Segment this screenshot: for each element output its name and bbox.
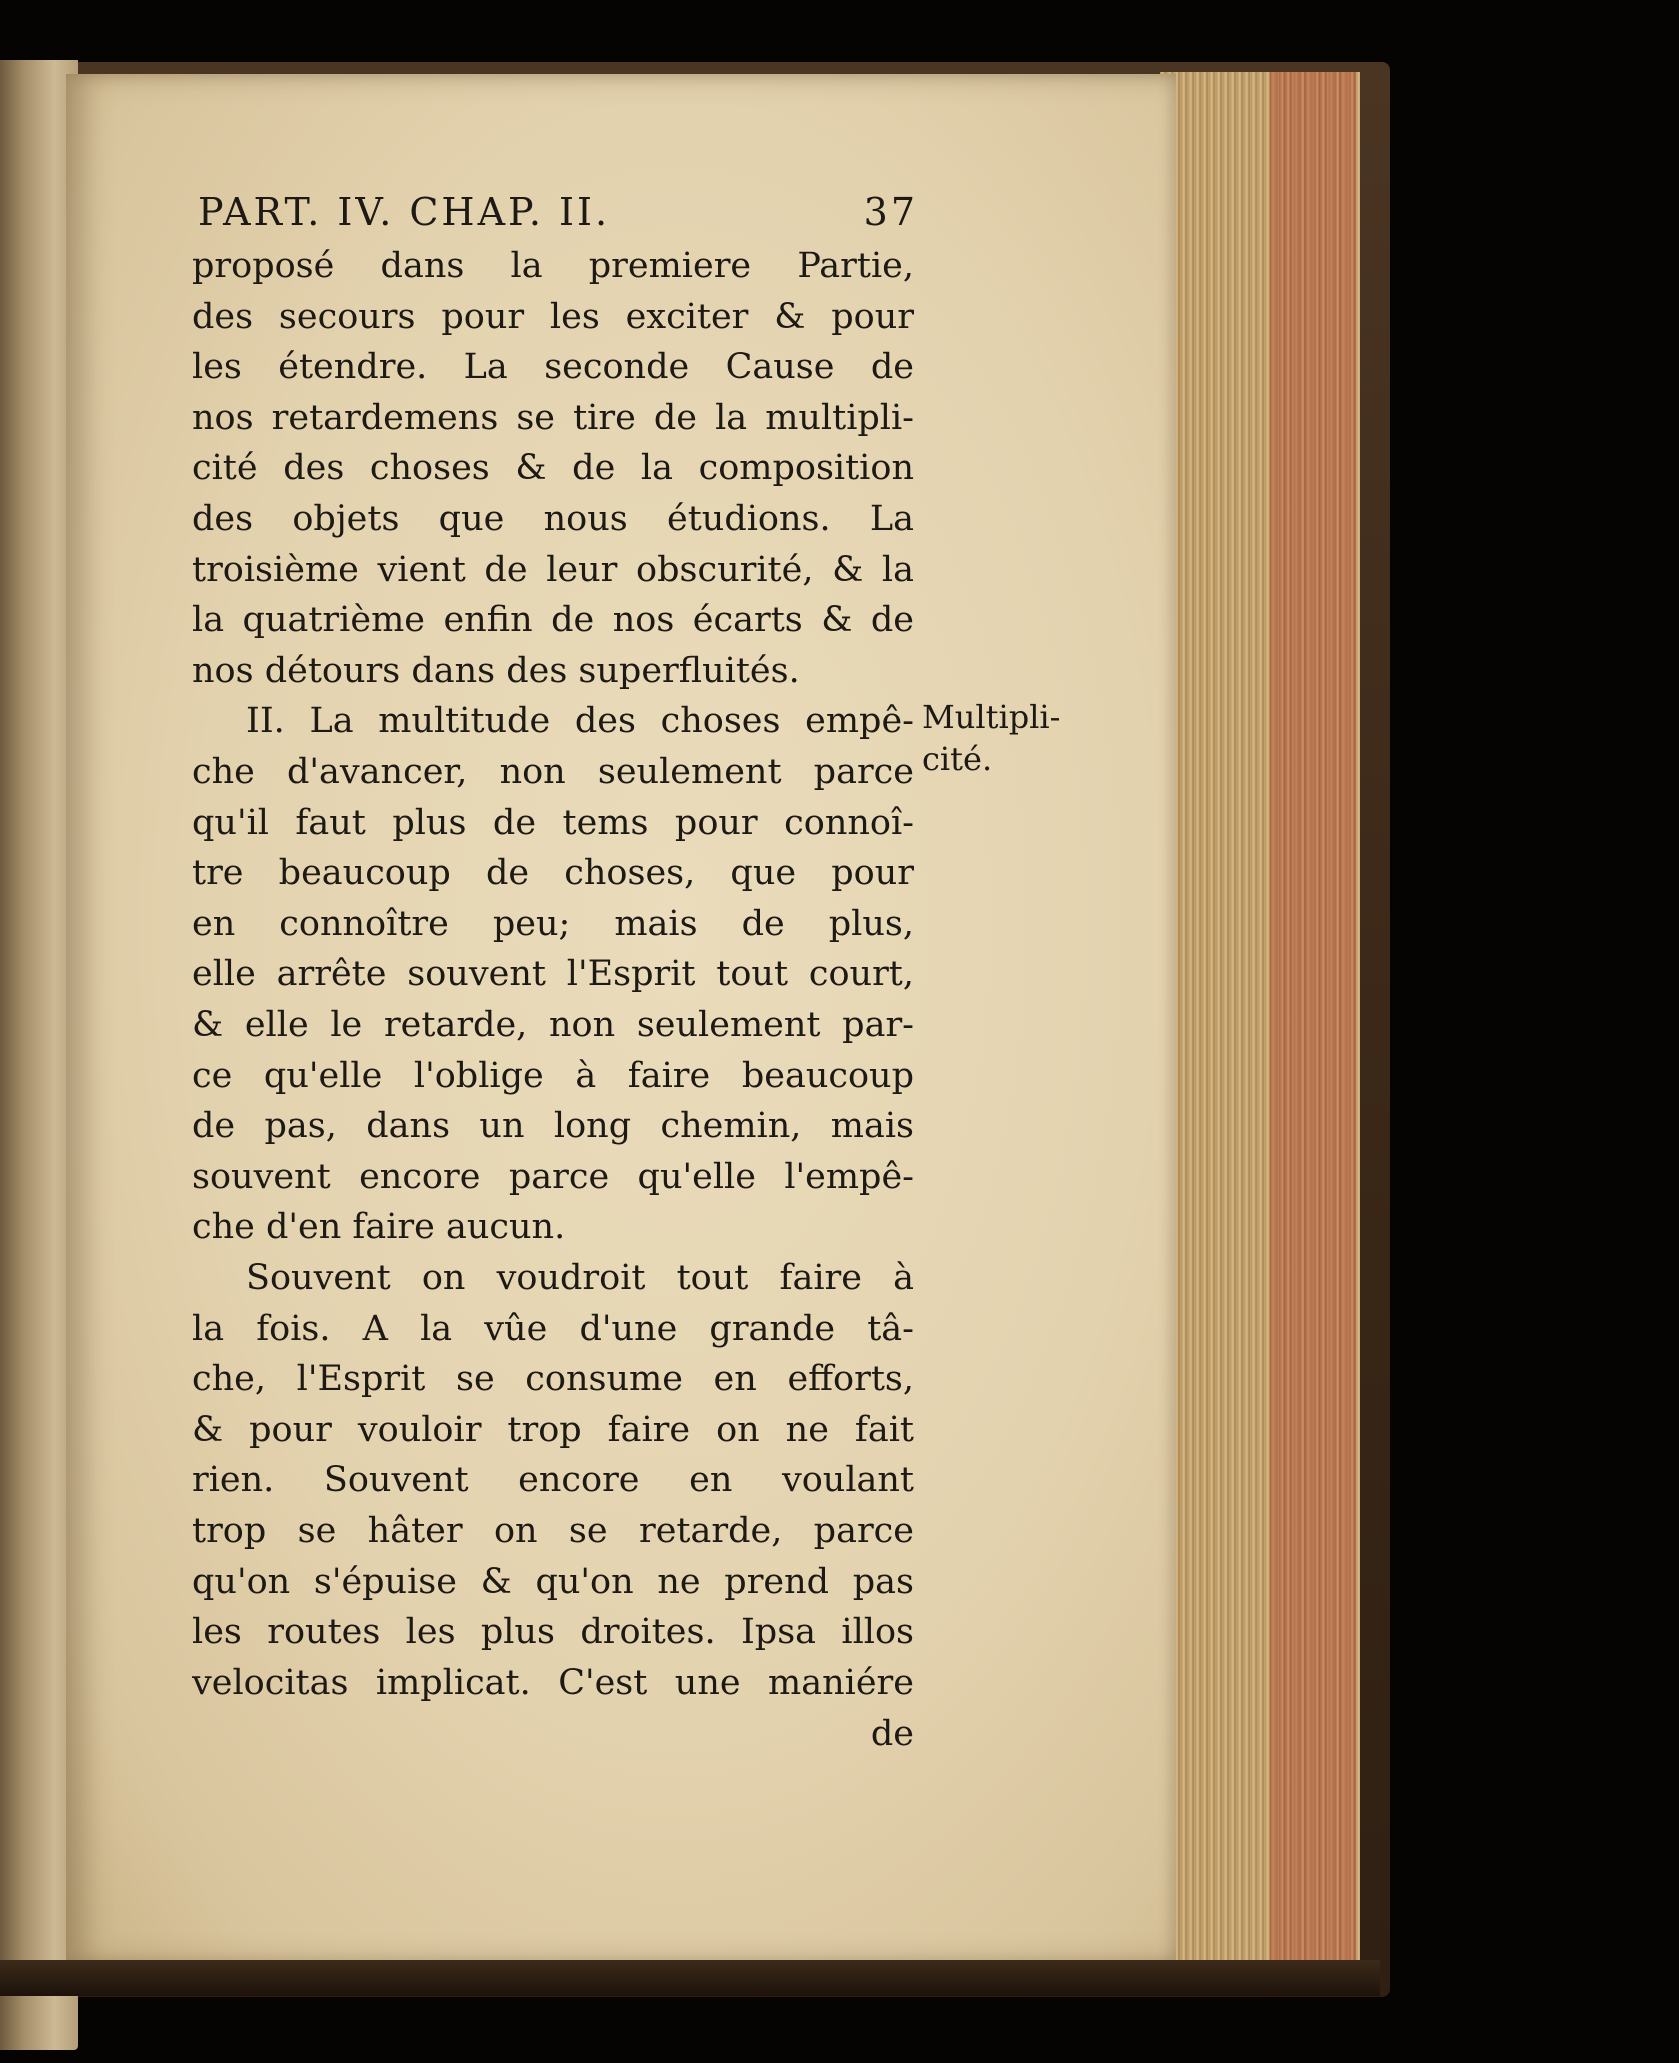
text-line: ce qu'elle l'oblige à faire beaucoup: [192, 1055, 914, 1096]
text-line: de pas, dans un long chemin, mais: [192, 1106, 914, 1147]
text-line: les routes les plus droites. Ipsa illos: [192, 1612, 914, 1653]
running-head-title: PART. IV. CHAP. II.: [198, 190, 611, 234]
text-line: che, l'Esprit se consume en efforts,: [192, 1359, 914, 1400]
running-head: [198, 190, 918, 234]
catchword: de: [870, 1714, 914, 1754]
text-line: & elle le retarde, non seulement par-: [192, 1005, 914, 1045]
text-line: la quatrième enfin de nos écarts & de: [192, 600, 914, 641]
text-line: des secours pour les exciter & pour: [192, 296, 914, 337]
text-line: velocitas implicat. C'est une maniére: [192, 1662, 914, 1703]
text-line: les étendre. La seconde Cause de: [192, 347, 914, 388]
text-line: souvent encore parce qu'elle l'empê-: [192, 1156, 914, 1197]
page-number: 37: [863, 190, 918, 234]
text-line: la fois. A la vûe d'une grande tâ-: [192, 1308, 914, 1349]
text-line: des objets que nous étudions. La: [192, 499, 914, 539]
text-line: en connoître peu; mais de plus,: [192, 903, 914, 944]
book-bottom-edge: [0, 1960, 1380, 1996]
text-line: trop se hâter on se retarde, parce: [192, 1511, 914, 1551]
text-line: proposé dans la premiere Partie,: [192, 246, 914, 286]
text-line: tre beaucoup de choses, que pour: [192, 853, 914, 894]
text-line: qu'il faut plus de tems pour connoî-: [192, 802, 914, 843]
text-line: qu'on s'épuise & qu'on ne prend pas: [192, 1561, 914, 1602]
margin-note-line-1: Multipli-: [922, 698, 1061, 736]
text-line: che d'en faire aucun.: [192, 1207, 566, 1248]
text-line: Souvent on voudroit tout faire à: [246, 1258, 914, 1298]
text-line: II. La multitude des choses empê-: [246, 701, 914, 742]
text-line: troisième vient de leur obscurité, & la: [192, 549, 914, 590]
text-line: che d'avancer, non seulement parce: [192, 752, 914, 792]
margin-note-line-2: cité.: [922, 740, 993, 778]
text-line: nos retardemens se tire de la multipli-: [192, 397, 914, 438]
text-line: elle arrête souvent l'Esprit tout court,: [192, 954, 914, 995]
text-line: & pour vouloir trop faire on ne fait: [192, 1409, 914, 1450]
text-line: nos détours dans des superfluités.: [192, 650, 800, 691]
red-sprinkled-edge: [1270, 72, 1356, 1962]
text-line: rien. Souvent encore en voulant: [192, 1460, 914, 1501]
text-line: cité des choses & de la composition: [192, 448, 914, 489]
